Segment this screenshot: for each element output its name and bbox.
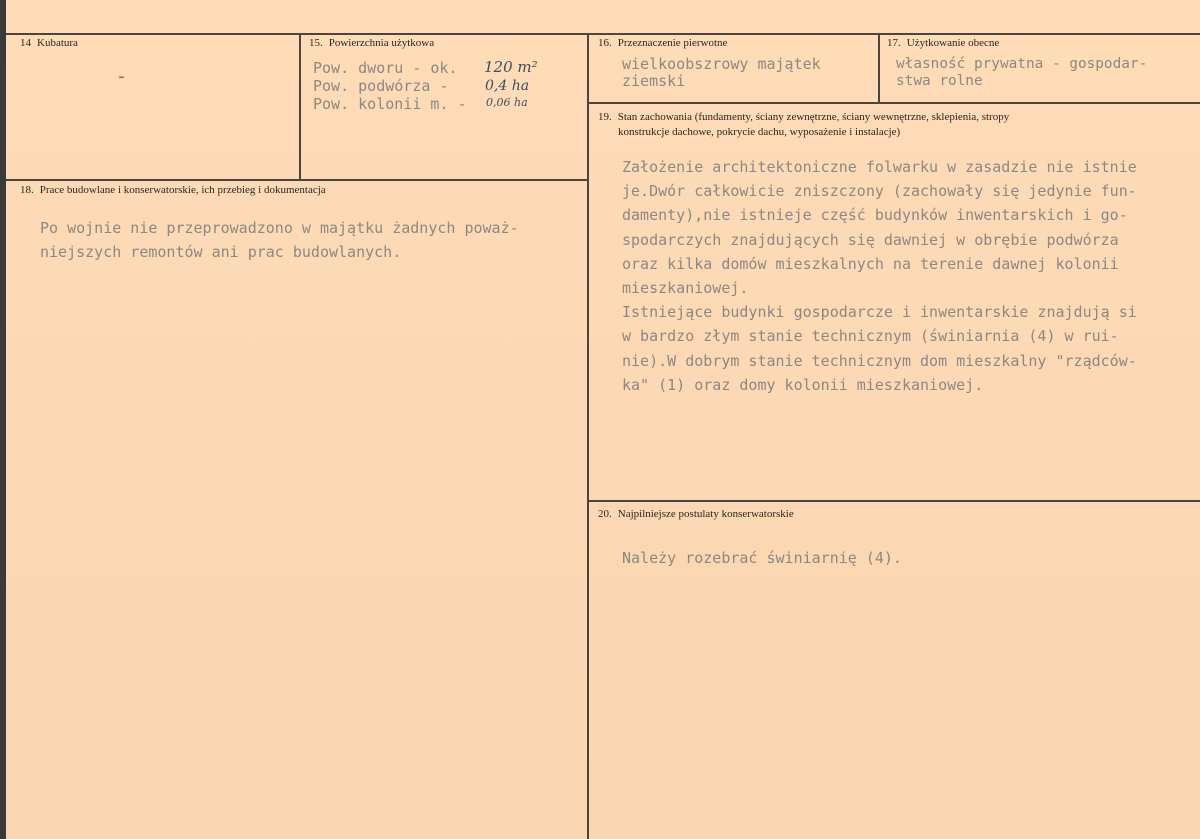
s18-line: Po wojnie nie przeprowadzono w majątku żadnych poważ- xyxy=(40,219,519,237)
s15-row-value: 0,4 ha xyxy=(485,78,530,94)
s15-row-value: 0,06 ha xyxy=(486,96,528,109)
s20-line: Należy rozebrać świniarnię (4). xyxy=(622,549,902,567)
s15-title: Powierzchnia użytkowa xyxy=(328,37,435,49)
s19-text xyxy=(622,155,1137,397)
card-edge xyxy=(0,0,6,839)
s19-title-line1: Stan zachowania (fundamenty, ściany zewnętrzne, ściany wewnętrzne, sklepienia, stropy xyxy=(617,111,1010,123)
s14-value: - xyxy=(116,66,127,87)
s16-line: wielkoobszrowy majątek xyxy=(622,55,821,73)
s14-number: 14 xyxy=(20,37,31,49)
s16-label xyxy=(598,37,727,49)
divider-s19-s20 xyxy=(588,500,1200,502)
s15-row-label: Pow. podwórza - xyxy=(313,77,449,95)
s19-line: Istniejące budynki gospodarcze i inwentarskie znajdują si xyxy=(622,303,1137,322)
s19-line: Założenie architektoniczne folwarku w zasadzie nie istnie xyxy=(622,158,1137,176)
s14-label xyxy=(20,37,78,49)
divider-row1-left xyxy=(6,179,588,181)
s15-label xyxy=(309,37,434,49)
s19-line: mieszkaniowej. xyxy=(622,279,749,298)
s19-title-line2: konstrukcje dachowe, pokrycie dachu, wyposażenie i instalacje) xyxy=(618,126,901,138)
s17-title: Użytkowanie obecne xyxy=(906,37,1000,49)
s19-line: damenty),nie istnieje część budynków inwentarskich i go- xyxy=(622,206,1128,225)
s19-number: 19. xyxy=(598,111,612,123)
s16-title: Przeznaczenie pierwotne xyxy=(617,37,728,49)
s15-row-label: Pow. dworu - ok. xyxy=(313,59,458,77)
s14-title: Kubatura xyxy=(37,37,78,49)
s20-label xyxy=(598,508,794,520)
s20-title: Najpilniejsze postulaty konserwatorskie xyxy=(617,508,794,520)
top-border xyxy=(6,33,1200,35)
s19-label xyxy=(598,111,1009,123)
divider-v-s14-s15 xyxy=(299,33,301,180)
s16-line: ziemski xyxy=(622,72,686,90)
s15-row-label: Pow. kolonii m. - xyxy=(313,95,467,113)
s18-label xyxy=(20,184,326,196)
s17-line: stwa rolne xyxy=(896,73,983,89)
divider-v-main xyxy=(587,33,589,839)
s17-line: własność prywatna - gospodar- xyxy=(896,56,1148,72)
s19-line: ka" (1) oraz domy kolonii mieszkaniowej. xyxy=(622,375,984,394)
s20-number: 20. xyxy=(598,508,612,520)
s19-line: nie).W dobrym stanie technicznym dom mieszkalny "rządców- xyxy=(622,351,1137,370)
s16-number: 16. xyxy=(598,37,612,49)
s19-line: oraz kilka domów mieszkalnych na terenie dawnej kolonii xyxy=(622,254,1119,273)
s18-number: 18. xyxy=(20,184,34,196)
s19-line: je.Dwór całkowicie zniszczony (zachowały się jedynie fun- xyxy=(622,182,1137,201)
s17-label xyxy=(887,37,999,49)
divider-v-s16-s17 xyxy=(878,33,880,103)
s18-line: niejszych remontów ani prac budowlanych. xyxy=(40,243,402,261)
s17-number: 17. xyxy=(887,37,901,49)
s19-line: w bardzo złym stanie technicznym (świniarnia (4) w rui- xyxy=(622,327,1119,346)
s15-number: 15. xyxy=(309,37,323,49)
s19-line: spodarczych znajdujących się dawniej w obrębie podwórza xyxy=(622,230,1119,249)
divider-row1-right xyxy=(588,102,1200,104)
s15-row-value: 120 m² xyxy=(484,58,538,76)
s18-title: Prace budowlane i konserwatorskie, ich przebieg i dokumentacja xyxy=(39,184,326,196)
